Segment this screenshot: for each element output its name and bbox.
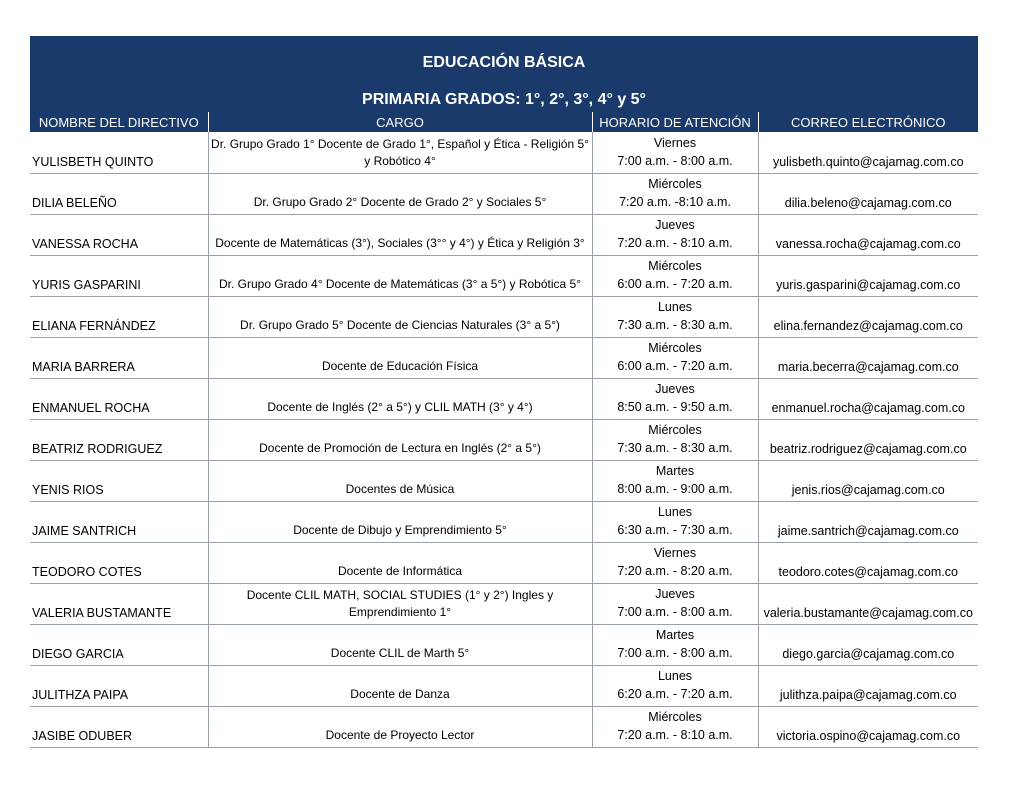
page-title: EDUCACIÓN BÁSICA	[422, 54, 586, 71]
cell-nombre: DIEGO GARCIA	[30, 624, 208, 665]
horario-dia: Jueves	[655, 381, 695, 396]
table-row	[30, 419, 978, 460]
cell-cargo: Dr. Grupo Grado 4° Docente de Matemáticas (3° a 5°) y Robótica 5°	[208, 255, 592, 296]
cell-nombre: TEODORO COTES	[30, 542, 208, 583]
cell-cargo: Docente CLIL MATH, SOCIAL STUDIES (1° y 2°) Ingles y Emprendimiento 1°	[208, 583, 592, 624]
page-subtitle: PRIMARIA GRADOS: 1°, 2°, 3°, 4° y 5°	[362, 91, 646, 108]
horario-dia: Jueves	[655, 217, 695, 232]
horario-dia: Viernes	[653, 545, 697, 560]
cell-nombre: VALERIA BUSTAMANTE	[30, 583, 208, 624]
horario-dia: Miércoles	[648, 709, 702, 724]
horario-hora: 7:20 a.m. -8:10 a.m.	[619, 194, 731, 209]
column-header-horario: HORARIO DE ATENCIÓN	[592, 112, 758, 132]
table-row	[30, 337, 978, 378]
cell-nombre: YENIS RIOS	[30, 460, 208, 501]
staff-table	[30, 112, 978, 748]
cell-cargo: Docente de Informática	[208, 542, 592, 583]
cell-horario	[592, 706, 758, 747]
cell-correo: julithza.paipa@cajamag.com.co	[758, 665, 978, 706]
table-row	[30, 460, 978, 501]
horario-dia: Miércoles	[648, 340, 702, 355]
cell-correo: jaime.santrich@cajamag.com.co	[758, 501, 978, 542]
cell-cargo: Docente de Educación Física	[208, 337, 592, 378]
cell-correo: enmanuel.rocha@cajamag.com.co	[758, 378, 978, 419]
cell-correo: yuris.gasparini@cajamag.com.co	[758, 255, 978, 296]
table-row	[30, 173, 978, 214]
table-body	[30, 132, 978, 747]
table-row	[30, 501, 978, 542]
table-row	[30, 296, 978, 337]
cell-horario	[592, 214, 758, 255]
title-banner	[30, 36, 978, 112]
table-row	[30, 214, 978, 255]
table-row	[30, 542, 978, 583]
horario-dia: Lunes	[657, 668, 693, 683]
cell-cargo: Docentes de Música	[208, 460, 592, 501]
cell-nombre: JAIME SANTRICH	[30, 501, 208, 542]
cell-nombre: MARIA BARRERA	[30, 337, 208, 378]
horario-hora: 6:20 a.m. - 7:20 a.m.	[617, 686, 733, 701]
table-row	[30, 706, 978, 747]
cell-horario	[592, 460, 758, 501]
horario-dia: Miércoles	[648, 176, 702, 191]
cell-nombre: VANESSA ROCHA	[30, 214, 208, 255]
cell-correo: maria.becerra@cajamag.com.co	[758, 337, 978, 378]
cell-correo: teodoro.cotes@cajamag.com.co	[758, 542, 978, 583]
cell-horario	[592, 624, 758, 665]
cell-horario	[592, 665, 758, 706]
cell-horario	[592, 542, 758, 583]
cell-correo: vanessa.rocha@cajamag.com.co	[758, 214, 978, 255]
cell-horario	[592, 583, 758, 624]
cell-correo: valeria.bustamante@cajamag.com.co	[758, 583, 978, 624]
horario-dia: Lunes	[657, 299, 693, 314]
horario-hora: 7:30 a.m. - 8:30 a.m.	[617, 440, 733, 455]
horario-dia: Lunes	[657, 504, 693, 519]
cell-cargo: Docente de Dibujo y Emprendimiento 5°	[208, 501, 592, 542]
table-row	[30, 665, 978, 706]
cell-horario	[592, 173, 758, 214]
cell-correo: dilia.beleno@cajamag.com.co	[758, 173, 978, 214]
horario-dia: Martes	[655, 627, 695, 642]
horario-dia: Miércoles	[648, 422, 702, 437]
table-row	[30, 583, 978, 624]
cell-cargo: Docente de Proyecto Lector	[208, 706, 592, 747]
cell-nombre: YURIS GASPARINI	[30, 255, 208, 296]
cell-correo: victoria.ospino@cajamag.com.co	[758, 706, 978, 747]
cell-cargo: Dr. Grupo Grado 5° Docente de Ciencias Naturales (3° a 5°)	[208, 296, 592, 337]
cell-correo: yulisbeth.quinto@cajamag.com.co	[758, 132, 978, 173]
table-row	[30, 132, 978, 173]
horario-hora: 7:30 a.m. - 8:30 a.m.	[617, 317, 733, 332]
cell-correo: beatriz.rodriguez@cajamag.com.co	[758, 419, 978, 460]
cell-nombre: DILIA BELEÑO	[30, 173, 208, 214]
horario-hora: 7:00 a.m. - 8:00 a.m.	[617, 153, 733, 168]
horario-dia: Martes	[655, 463, 695, 478]
horario-hora: 7:20 a.m. - 8:10 a.m.	[617, 727, 733, 742]
cell-cargo: Dr. Grupo Grado 1° Docente de Grado 1°, Español y Ética - Religión 5° y Robótico 4°	[208, 132, 592, 173]
horario-dia: Miércoles	[648, 258, 702, 273]
horario-hora: 8:50 a.m. - 9:50 a.m.	[617, 399, 733, 414]
cell-nombre: BEATRIZ RODRIGUEZ	[30, 419, 208, 460]
cell-correo: diego.garcia@cajamag.com.co	[758, 624, 978, 665]
cell-horario	[592, 296, 758, 337]
cell-nombre: JULITHZA PAIPA	[30, 665, 208, 706]
table-row	[30, 378, 978, 419]
horario-hora: 7:00 a.m. - 8:00 a.m.	[617, 604, 733, 619]
horario-hora: 7:20 a.m. - 8:10 a.m.	[617, 235, 733, 250]
cell-cargo: Docente de Danza	[208, 665, 592, 706]
cell-horario	[592, 132, 758, 173]
horario-dia: Viernes	[653, 135, 697, 150]
table-row	[30, 255, 978, 296]
column-header-cargo: CARGO	[208, 112, 592, 132]
cell-cargo: Docente de Inglés (2° a 5°) y CLIL MATH (3° y 4°)	[208, 378, 592, 419]
cell-nombre: ELIANA FERNÁNDEZ	[30, 296, 208, 337]
horario-hora: 6:30 a.m. - 7:30 a.m.	[617, 522, 733, 537]
cell-cargo: Docente de Matemáticas (3°), Sociales (3°° y 4°) y Ética y Religión 3°	[208, 214, 592, 255]
cell-cargo: Docente de Promoción de Lectura en Inglés (2° a 5°)	[208, 419, 592, 460]
cell-nombre: YULISBETH QUINTO	[30, 132, 208, 173]
cell-horario	[592, 419, 758, 460]
table-header-row	[30, 112, 978, 132]
cell-nombre: ENMANUEL ROCHA	[30, 378, 208, 419]
column-header-correo: CORREO ELECTRÓNICO	[758, 112, 978, 132]
horario-hora: 6:00 a.m. - 7:20 a.m.	[617, 358, 733, 373]
cell-cargo: Dr. Grupo Grado 2° Docente de Grado 2° y Sociales 5°	[208, 173, 592, 214]
table-row	[30, 624, 978, 665]
cell-horario	[592, 255, 758, 296]
horario-hora: 8:00 a.m. - 9:00 a.m.	[617, 481, 733, 496]
directory-sheet	[30, 36, 978, 748]
cell-horario	[592, 378, 758, 419]
horario-hora: 7:20 a.m. - 8:20 a.m.	[617, 563, 733, 578]
horario-dia: Jueves	[655, 586, 695, 601]
cell-correo: elina.fernandez@cajamag.com.co	[758, 296, 978, 337]
cell-horario	[592, 501, 758, 542]
cell-cargo: Docente CLIL de Marth 5°	[208, 624, 592, 665]
cell-horario	[592, 337, 758, 378]
horario-hora: 6:00 a.m. - 7:20 a.m.	[617, 276, 733, 291]
cell-correo: jenis.rios@cajamag.com.co	[758, 460, 978, 501]
horario-hora: 7:00 a.m. - 8:00 a.m.	[617, 645, 733, 660]
cell-nombre: JASIBE ODUBER	[30, 706, 208, 747]
column-header-nombre: NOMBRE DEL DIRECTIVO	[30, 112, 208, 132]
